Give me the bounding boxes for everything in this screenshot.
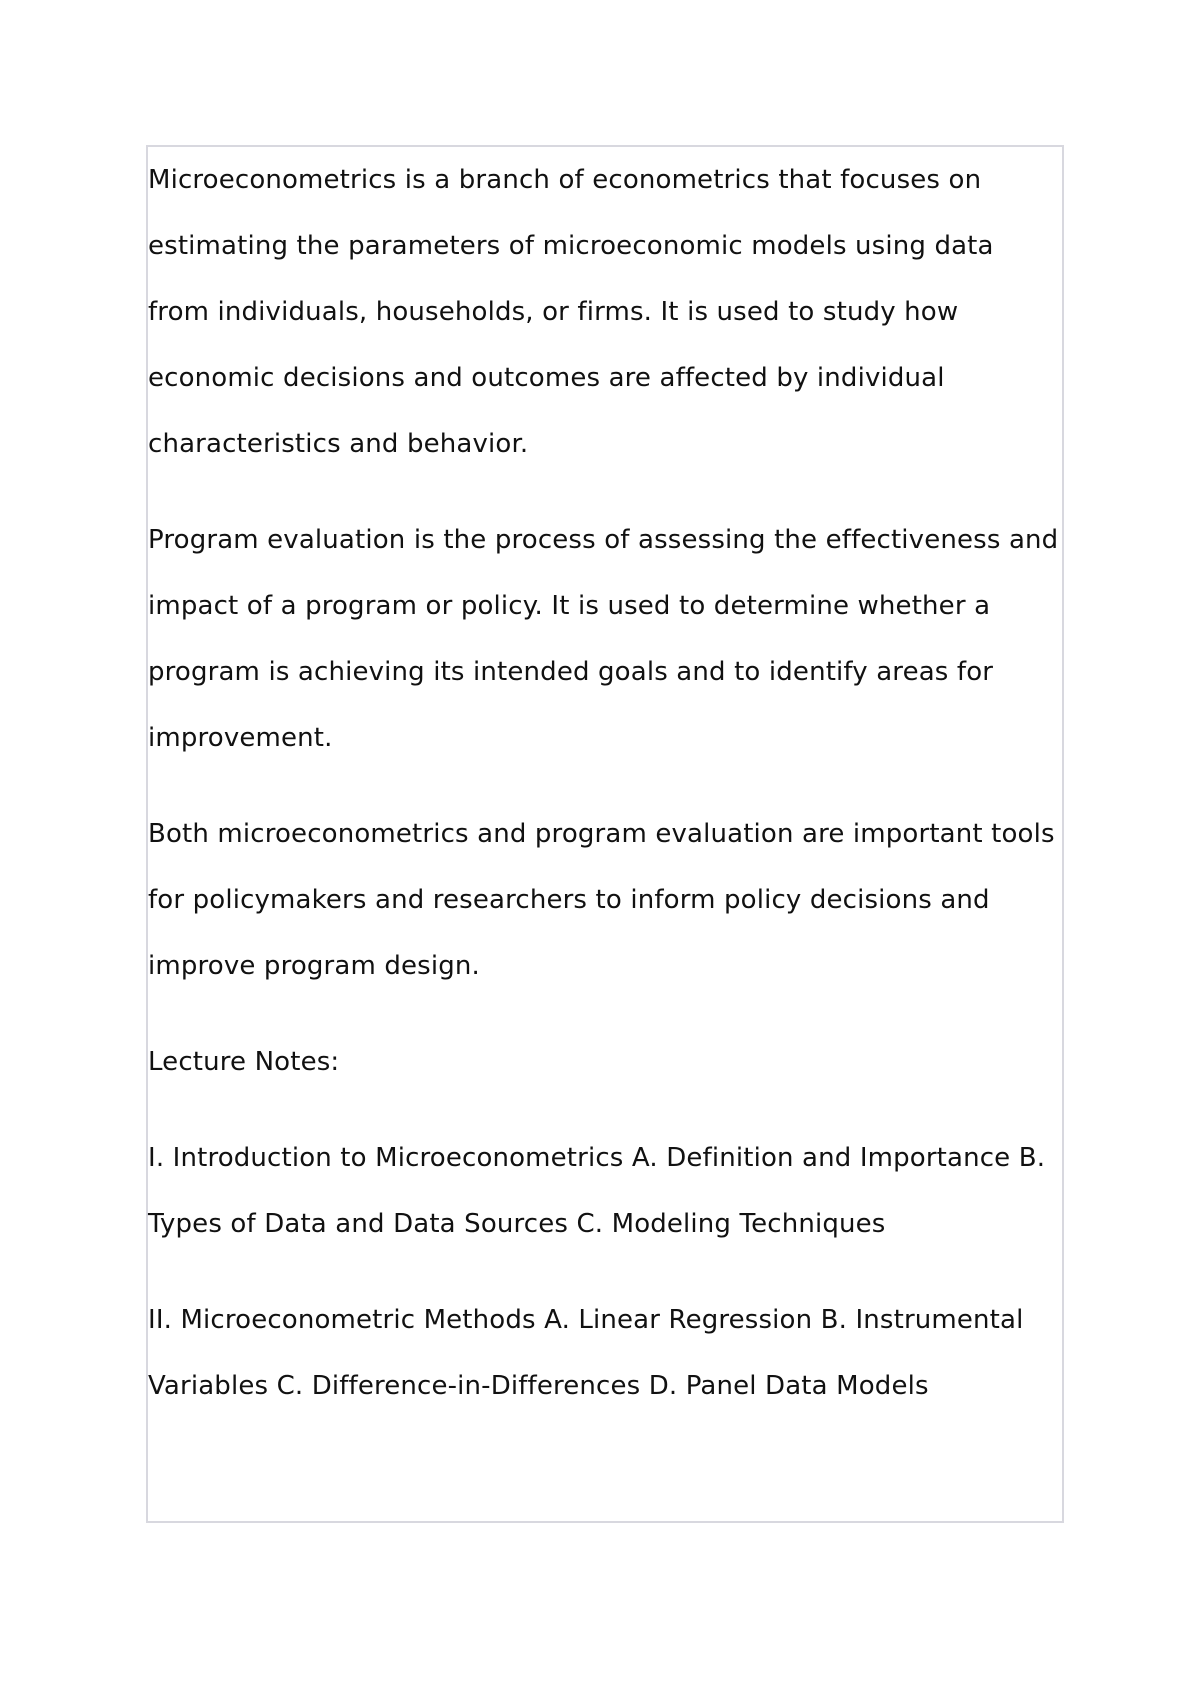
paragraph-program-evaluation-definition: Program evaluation is the process of assessing the effectiveness and impact of a program or policy. It is used to determine whether a program is achieving its intended goals and to identify areas for improvement.	[148, 525, 1059, 753]
lecture-notes-heading: Lecture Notes:	[148, 1047, 340, 1077]
paragraph-microeconometrics-definition: Microeconometrics is a branch of econometrics that focuses on estimating the parameters of microeconomic models using data from individuals, households, or firms. It is used to study how economic decisions and outcomes are affected by individual characteristics and behavior.	[148, 165, 994, 459]
paragraph-importance: Both microeconometrics and program evaluation are important tools for policymakers and researchers to inform policy decisions and improve program design.	[148, 819, 1055, 981]
lecture-notes-section-1: I. Introduction to Microeconometrics A. Definition and Importance B. Types of Data and Data Sources C. Modeling Techniques	[148, 1143, 1046, 1239]
document-text-box	[146, 145, 1064, 1523]
lecture-notes-section-2: II. Microeconometric Methods A. Linear Regression B. Instrumental Variables C. Difference-in-Differences D. Panel Data Models	[148, 1305, 1024, 1401]
